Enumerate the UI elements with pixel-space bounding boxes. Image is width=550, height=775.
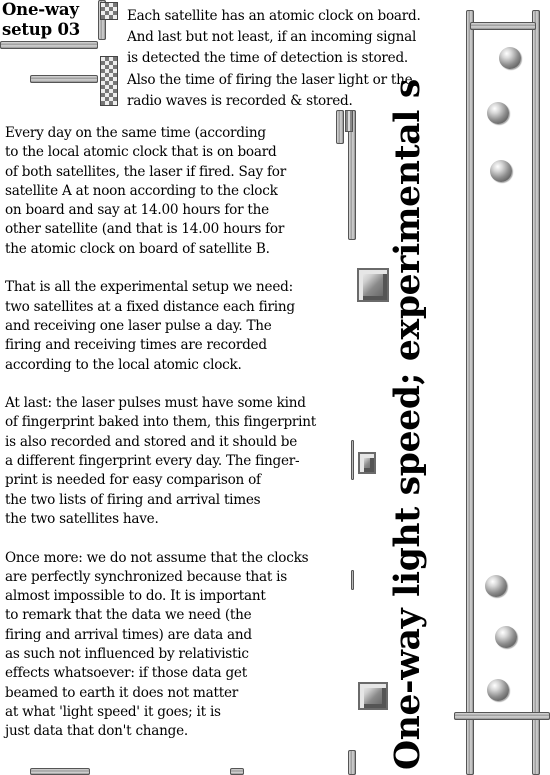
decor-footer-bar-2: [230, 768, 244, 775]
slide-title-line: setup 03: [2, 20, 81, 39]
decor-rail-right: [532, 10, 540, 775]
decor-hatch-strip: [345, 110, 353, 132]
body-line: to the local atomic clock that is on board: [5, 144, 277, 161]
body-line: Once more: we do not assume that the clocks: [5, 549, 309, 566]
body-line: firing and receiving times are recorded: [5, 337, 267, 354]
body-line: Every day on the same time (according: [5, 125, 266, 141]
body-line: beamed to earth it does not matter: [5, 684, 239, 701]
decor-rail-left: [466, 10, 474, 775]
body-line: That is all the experimental setup we need:: [5, 279, 293, 296]
body-line: of both satellites, the laser if fired. Say for: [5, 163, 286, 180]
body-line: effects whatsoever: if those data get: [5, 665, 247, 682]
intro-line: Also the time of firing the laser light or the: [127, 71, 413, 88]
decor-rail-cap-top: [470, 22, 536, 30]
intro-line: radio waves is recorded & stored.: [127, 92, 353, 109]
vertical-title: One-way light speed; experimental s: [388, 79, 428, 770]
decor-checker-tile: [100, 56, 118, 106]
decor-sphere: [499, 47, 521, 69]
body-line: the atomic clock on board of satellite B.: [5, 240, 270, 257]
body-line: and receiving one laser pulse a day. The: [5, 317, 272, 334]
decor-column-thin-2: [351, 570, 354, 590]
body-line: the two lists of firing and arrival times: [5, 491, 261, 508]
decor-pyramid-block-bottom: [358, 682, 388, 710]
body-line: to remark that the data we need (the: [5, 607, 252, 624]
body-line: just data that don't change.: [5, 723, 188, 740]
slide-title-line: One-way: [2, 0, 79, 19]
body-line: the two satellites have.: [5, 510, 159, 527]
slide-title: [2, 0, 98, 40]
intro-line: Each satellite has an atomic clock on board.: [127, 8, 421, 24]
decor-sphere: [490, 160, 512, 182]
decor-footer-bar: [30, 768, 90, 775]
body-line: firing and arrival times) are data and: [5, 626, 252, 643]
paragraph-fingerprint: [5, 394, 341, 529]
body-line: according to the local atomic clock.: [5, 356, 242, 373]
paragraph-setup-summary: [5, 278, 341, 374]
body-line: satellite A at noon according to the clock: [5, 182, 278, 199]
body-line: as such not influenced by relativistic: [5, 646, 249, 663]
decor-sphere: [495, 626, 517, 648]
body-line: At last: the laser pulses must have some kind: [5, 395, 306, 412]
body-line: almost impossible to do. It is important: [5, 588, 266, 605]
decor-bar-top-left: [0, 41, 98, 49]
decor-column-thin: [351, 440, 354, 480]
decor-pyramid-block-small: [358, 452, 376, 474]
decor-sphere: [487, 679, 509, 701]
body-line: at what 'light speed' it goes; it is: [5, 703, 221, 720]
body-line: of fingerprint baked into them, this fingerprint: [5, 414, 316, 431]
body-text: [5, 124, 341, 761]
paragraph-synchronization: [5, 549, 341, 742]
decor-rail-cap-bottom: [454, 712, 550, 720]
decor-bar-mid-left: [30, 75, 98, 83]
decor-footer-post: [348, 750, 356, 775]
body-line: is also recorded and stored and it should be: [5, 433, 298, 450]
body-line: are perfectly synchronized because that is: [5, 568, 287, 585]
decor-checker-tile-small: [100, 2, 118, 20]
intro-line: And last but not least, if an incoming signal: [127, 29, 417, 46]
intro-line: is detected the time of detection is stored.: [127, 50, 409, 67]
body-line: other satellite (and that is 14.00 hours for: [5, 221, 285, 238]
body-line: two satellites at a fixed distance each firing: [5, 298, 295, 315]
body-line: on board and say at 14.00 hours for the: [5, 202, 269, 219]
decor-sphere: [485, 575, 507, 597]
paragraph-firing-schedule: [5, 124, 341, 259]
body-line: a different fingerprint every day. The finger-: [5, 453, 300, 470]
body-line: print is needed for easy comparison of: [5, 472, 261, 489]
decor-pyramid-block: [357, 268, 389, 302]
decor-sphere: [487, 102, 509, 124]
